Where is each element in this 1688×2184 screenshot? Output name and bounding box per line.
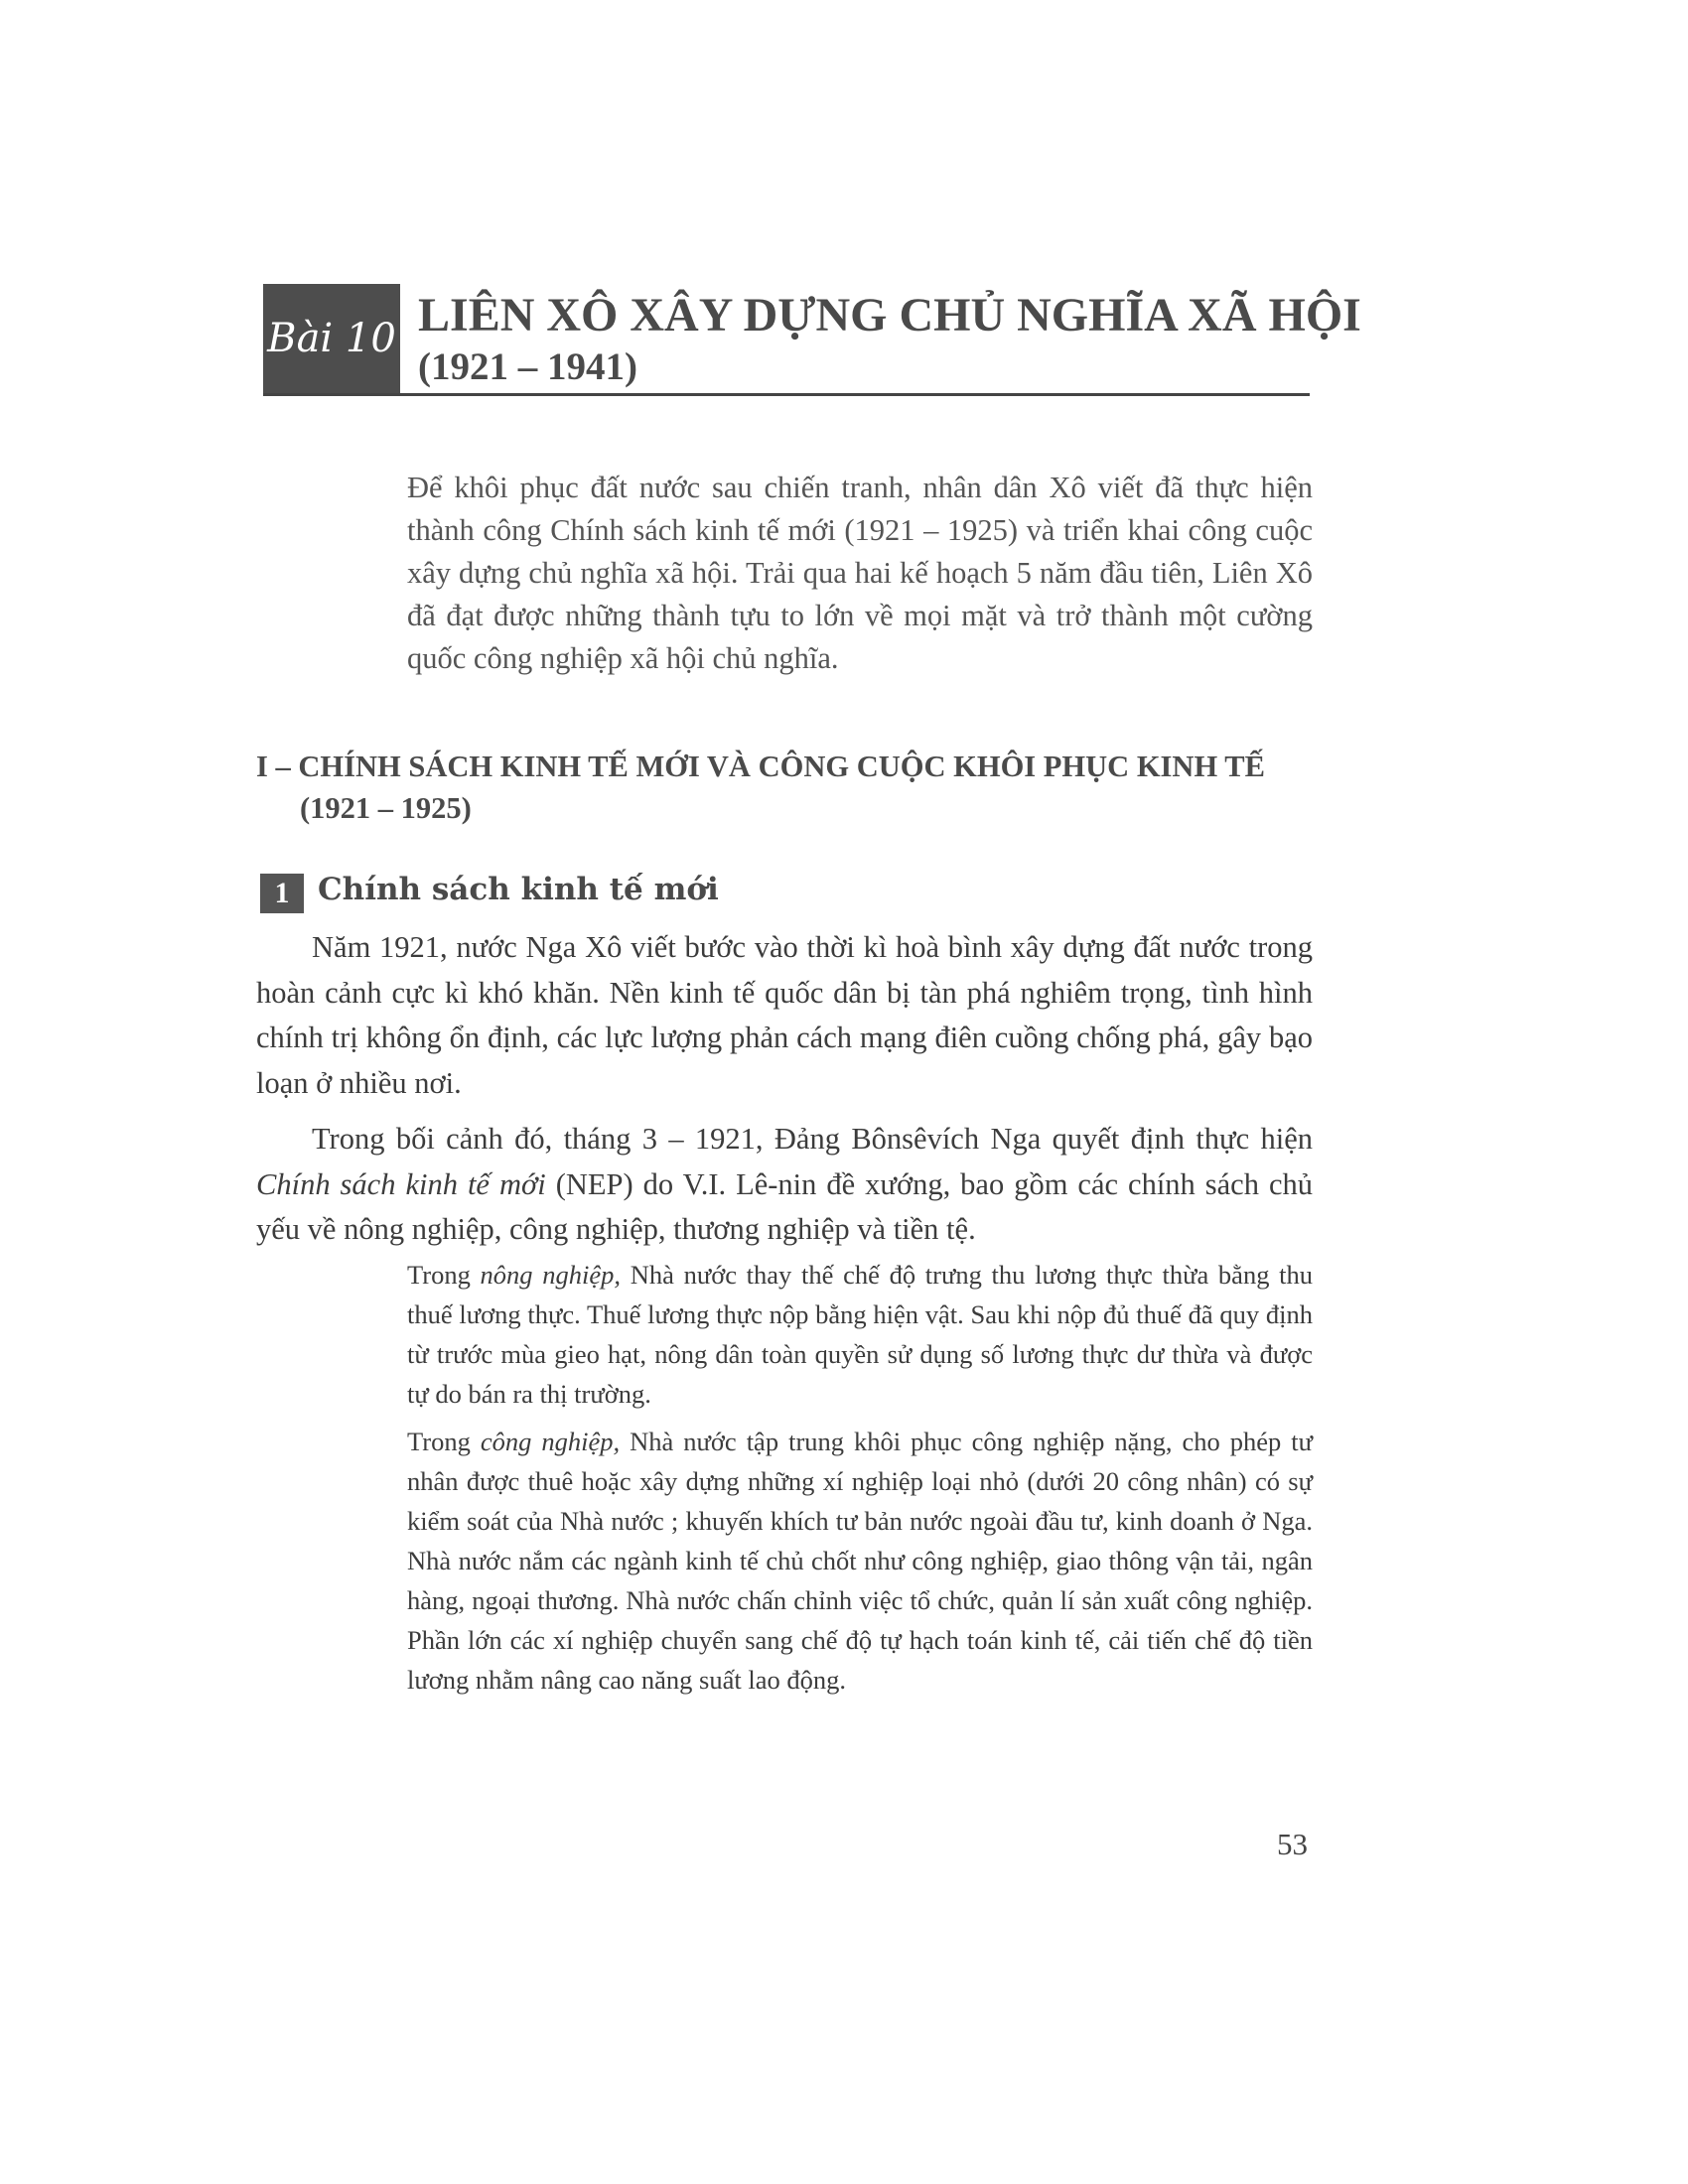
ind-end: Nhà nước tập trung khôi phục công nghiệp nặng, cho phép tư nhân được thuê hoặc xây dựng những xí nghiệp loại nhỏ (dưới 20 công nhân) có sự kiểm soát của Nhà nước ; khuyến khích tư bản nước ngoài đầu tư, kinh doanh ở Nga. Nhà nước nắm các ngành kinh tế chủ chốt như công nghiệp, giao thông vận tải, ngân hàng, ngoại thương. Nhà nước chấn chỉnh việc tổ chức, quản lí sản xuất công nghiệp. Phần lớn các xí nghiệp chuyển sang chế độ tự hạch toán kinh tế, cải tiến chế độ tiền lương nhằm nâng cao năng suất lao động.	[407, 1427, 1313, 1695]
section-heading-years: (1921 – 1925)	[300, 791, 472, 825]
section-heading: I – CHÍNH SÁCH KINH TẾ MỚI VÀ CÔNG CUỘC KHÔI PHỤC KINH TẾ	[256, 750, 1265, 783]
paragraph-nep	[256, 1117, 1313, 1253]
page-number: 53	[1277, 1827, 1308, 1861]
paragraph-agriculture	[407, 1255, 1313, 1414]
subsection-number-badge	[260, 874, 304, 913]
lesson-label: Bài 10	[267, 316, 396, 361]
paragraph-nep-start: Trong bối cảnh đó, tháng 3 – 1921, Đảng Bônsêvích Nga quyết định thực hiện	[312, 1122, 1313, 1156]
nep-term: Chính sách kinh tế mới	[256, 1166, 546, 1201]
subsection-number: 1	[274, 877, 290, 909]
lesson-label-box	[263, 284, 400, 393]
title-underline	[263, 393, 1310, 396]
paragraph-nep-end: (NEP) do V.I. Lê-nin đề xướng, bao gồm các chính sách chủ yếu về nông nghiệp, công nghiệp, thương nghiệp và tiền tệ.	[256, 1166, 1314, 1246]
lesson-title-years: (1921 – 1941)	[418, 345, 637, 388]
ind-start: Trong	[407, 1427, 481, 1456]
lesson-title: LIÊN XÔ XÂY DỰNG CHỦ NGHĨA XÃ HỘI	[418, 289, 1361, 341]
subsection-title: Chính sách kinh tế mới	[318, 872, 719, 907]
agri-start: Trong	[407, 1260, 481, 1290]
agri-term: nông nghiệp,	[480, 1260, 622, 1290]
paragraph-context: Năm 1921, nước Nga Xô viết bước vào thời kì hoà bình xây dựng đất nước trong hoàn cảnh cực kì khó khăn. Nền kinh tế quốc dân bị tàn phá nghiêm trọng, tình hình chính trị không ổn định, các lực lượng phản cách mạng điên cuồng chống phá, gây bạo loạn ở nhiều nơi.	[256, 930, 1313, 1100]
agri-end: Nhà nước thay thế chế độ trưng thu lương thực thừa bằng thu thuế lương thực. Thuế lương thực nộp bằng hiện vật. Sau khi nộp đủ thuế đã quy định từ trước mùa gieo hạt, nông dân toàn quyền sử dụng số lương thực dư thừa và được tự do bán ra thị trường.	[407, 1260, 1314, 1409]
ind-term: công nghiệp,	[480, 1427, 621, 1456]
paragraph-industry	[407, 1422, 1313, 1700]
intro-paragraph: Để khôi phục đất nước sau chiến tranh, nhân dân Xô viết đã thực hiện thành công Chính sách kinh tế mới (1921 – 1925) và triển khai công cuộc xây dựng chủ nghĩa xã hội. Trải qua hai kế hoạch 5 năm đầu tiên, Liên Xô đã đạt được những thành tựu to lớn về mọi mặt và trở thành một cường quốc công nghiệp xã hội chủ nghĩa.	[407, 471, 1313, 675]
